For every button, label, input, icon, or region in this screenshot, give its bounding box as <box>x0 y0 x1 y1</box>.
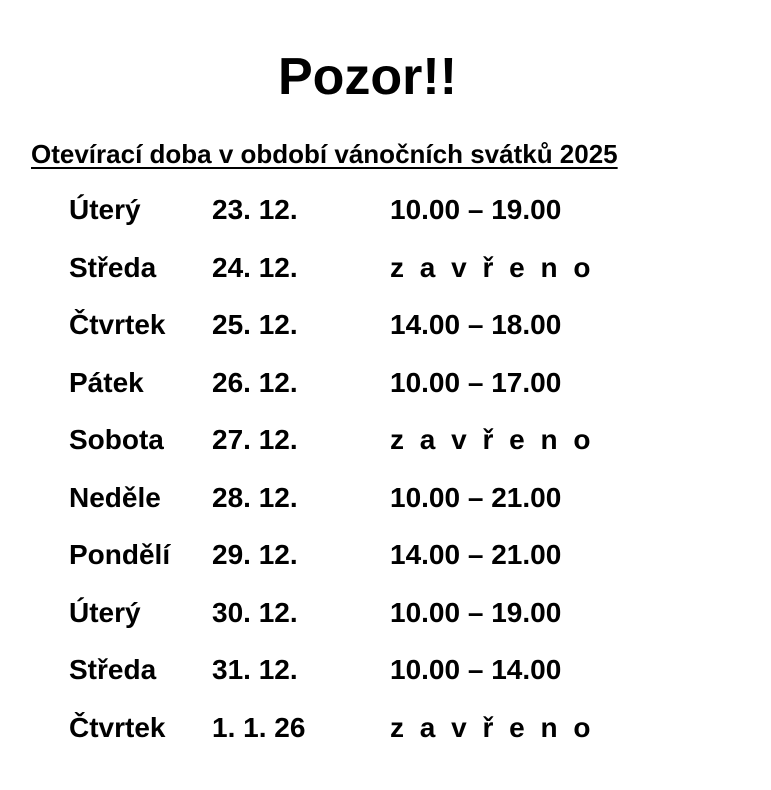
schedule-date: 27. 12. <box>212 424 298 455</box>
schedule-date: 24. 12. <box>212 252 298 283</box>
page-title: Pozor!! <box>277 48 458 106</box>
schedule-closed: z a v ř e n o <box>390 424 595 455</box>
schedule-day: Neděle <box>69 482 161 513</box>
schedule-row <box>0 190 771 230</box>
schedule-day: Pondělí <box>69 539 171 570</box>
schedule-hours: 10.00 – 19.00 <box>390 597 562 628</box>
schedule-day: Úterý <box>69 194 141 225</box>
schedule-hours: 14.00 – 18.00 <box>390 309 562 340</box>
schedule-row <box>0 248 771 288</box>
schedule-row <box>0 535 771 575</box>
schedule-date: 23. 12. <box>212 194 298 225</box>
schedule-day: Středa <box>69 654 157 685</box>
schedule-hours: 14.00 – 21.00 <box>390 539 562 570</box>
subtitle: Otevírací doba v období vánočních svátků 2025 <box>31 139 618 169</box>
schedule-date: 30. 12. <box>212 597 298 628</box>
schedule-hours: 10.00 – 17.00 <box>390 367 562 398</box>
schedule-hours: 10.00 – 14.00 <box>390 654 562 685</box>
schedule-row <box>0 420 771 460</box>
schedule-row <box>0 708 771 748</box>
schedule-hours: 10.00 – 19.00 <box>390 194 562 225</box>
schedule-closed: z a v ř e n o <box>390 712 595 743</box>
schedule-day: Čtvrtek <box>69 309 166 340</box>
schedule-date: 29. 12. <box>212 539 298 570</box>
schedule-date: 28. 12. <box>212 482 298 513</box>
schedule-row <box>0 363 771 403</box>
schedule-date: 31. 12. <box>212 654 298 685</box>
schedule-day: Pátek <box>69 367 144 398</box>
schedule-row <box>0 593 771 633</box>
schedule-day: Sobota <box>69 424 164 455</box>
schedule-closed: z a v ř e n o <box>390 252 595 283</box>
schedule-day: Úterý <box>69 597 141 628</box>
schedule-row <box>0 650 771 690</box>
schedule-day: Čtvrtek <box>69 712 166 743</box>
schedule-hours: 10.00 – 21.00 <box>390 482 562 513</box>
schedule-day: Středa <box>69 252 157 283</box>
schedule-date: 26. 12. <box>212 367 298 398</box>
schedule-row <box>0 478 771 518</box>
schedule-date: 25. 12. <box>212 309 298 340</box>
schedule-row <box>0 305 771 345</box>
schedule-date: 1. 1. 26 <box>212 712 306 743</box>
